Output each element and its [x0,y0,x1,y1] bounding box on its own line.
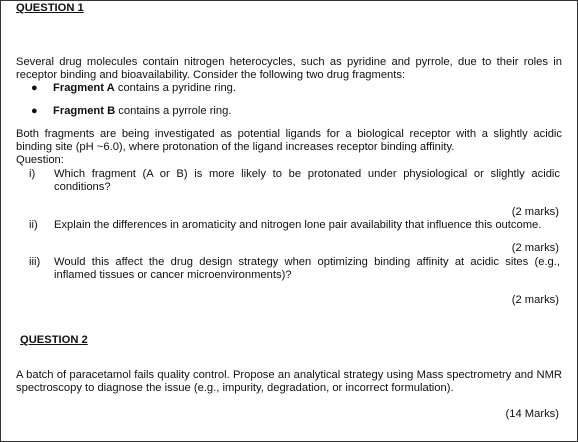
subquestion-3-number: iii) [29,256,41,268]
fragment-a-name: Fragment A [53,82,115,94]
question-2-text: A batch of paracetamol fails quality control. Propose an analytical strategy using Mass spectrometry and NMR spectroscopy to diagnose the issue (e.g., impurity, degradation, or incorrect formulation). [16,369,562,394]
fragment-a-text: contains a pyridine ring. [114,82,237,94]
question-label: Question: [16,154,64,166]
question-1-intro: Several drug molecules contain nitrogen heterocycles, such as pyridine and pyrrole, due to their roles in receptor binding and bioavailability. Consider the following two drug fragments: [16,56,562,81]
subquestion-2-marks: (2 marks) [511,242,559,254]
bullet-icon: ● [31,105,38,117]
subquestion-1-number: i) [29,168,36,180]
subquestion-3-text: Would this affect the drug design strategy when optimizing binding affinity at acidic sites (e.g., inflamed tissues or cancer microenvironments)? [54,256,560,281]
fragment-a-line [53,82,236,95]
subquestion-3-marks: (2 marks) [511,294,559,306]
fragment-b-name: Fragment B [53,105,116,117]
question-2-marks: (14 Marks) [505,408,559,420]
subquestion-2-text: Explain the differences in aromaticity and nitrogen lone pair availability that influence this outcome. [54,219,542,231]
fragment-b-line [53,105,231,118]
question-2-heading: QUESTION 2 [20,334,88,346]
question-1-heading: QUESTION 1 [16,2,84,14]
subquestion-2-number: ii) [29,219,38,231]
fragment-b-text: contains a pyrrole ring. [115,105,232,117]
question-1-context: Both fragments are being investigated as potential ligands for a biological receptor with a slightly acidic binding site (pH ~6.0), where protonation of the ligand increases receptor binding affinity. [16,128,562,153]
subquestion-1-marks: (2 marks) [511,206,559,218]
subquestion-1-text: Which fragment (A or B) is more likely to be protonated under physiological or slightly acidic conditions? [54,168,560,193]
bullet-icon: ● [31,82,38,94]
